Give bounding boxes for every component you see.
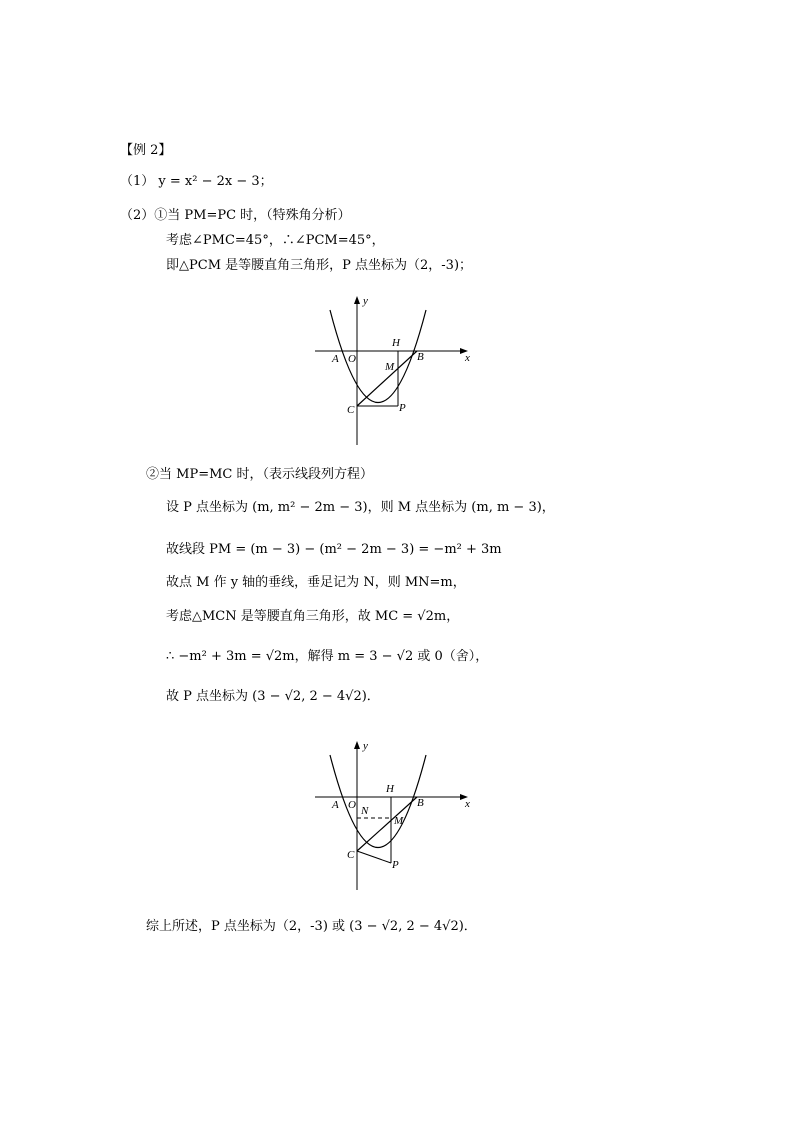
line-cb (357, 351, 417, 406)
label-m: M (385, 361, 395, 373)
label-p: P (399, 402, 406, 414)
case-2-line-2: 设 P 点坐标为 (m, m² − 2m − 3)，则 M 点坐标为 (m, m − 3)， (166, 500, 555, 515)
case-2-line-5: 考虑△MCN 是等腰直角三角形，故 MC = √2m， (166, 609, 460, 624)
figure-1 (310, 290, 480, 450)
label-h: H (392, 337, 400, 349)
y-axis-arrow (354, 741, 360, 749)
label-m: M (394, 815, 404, 827)
label-b: B (417, 797, 424, 809)
label-h: H (386, 783, 394, 795)
label-o: O (348, 353, 356, 365)
figure-2 (310, 735, 480, 895)
answer-part-2-case-1: （2）①当 PM=PC 时，（特殊角分析） (120, 208, 351, 223)
label-b: B (417, 351, 424, 363)
case-2-line-7: 故 P 点坐标为 (3 − √2, 2 − 4√2)． (166, 689, 380, 704)
conclusion: 综上所述，P 点坐标为（2，-3) 或 (3 − √2, 2 − 4√2)． (146, 919, 477, 934)
y-axis-arrow (354, 296, 360, 304)
answer-part-2-case-2: ②当 MP=MC 时，（表示线段列方程） (146, 467, 373, 482)
case-2-line-4: 故点 M 作 y 轴的垂线，垂足记为 N，则 MN=m， (166, 575, 466, 590)
case-1-line-2: 考虑∠PMC=45°，∴∠PCM=45°， (166, 233, 385, 248)
label-n: N (361, 805, 369, 817)
label-a: A (332, 799, 339, 811)
label-y: y (363, 295, 368, 307)
label-y: y (363, 740, 368, 752)
label-x: x (465, 352, 470, 364)
label-c: C (347, 849, 355, 861)
line-cp (357, 851, 391, 863)
label-o: O (348, 799, 356, 811)
case-2-line-3: 故线段 PM = (m − 3) − (m² − 2m − 3) = −m² + 3m (166, 542, 502, 557)
label-c: C (347, 404, 355, 416)
case-1-line-3: 即△PCM 是等腰直角三角形，P 点坐标为（2，-3)； (166, 258, 473, 273)
case-2-line-6: ∴ −m² + 3m = √2m，解得 m = 3 − √2 或 0（舍）， (166, 649, 489, 664)
label-p: P (392, 859, 399, 871)
answer-part-1: （1） y = x² − 2x − 3； (120, 174, 273, 189)
example-title: 【例 2】 (120, 143, 172, 158)
label-a: A (332, 353, 339, 365)
label-x: x (465, 798, 470, 810)
